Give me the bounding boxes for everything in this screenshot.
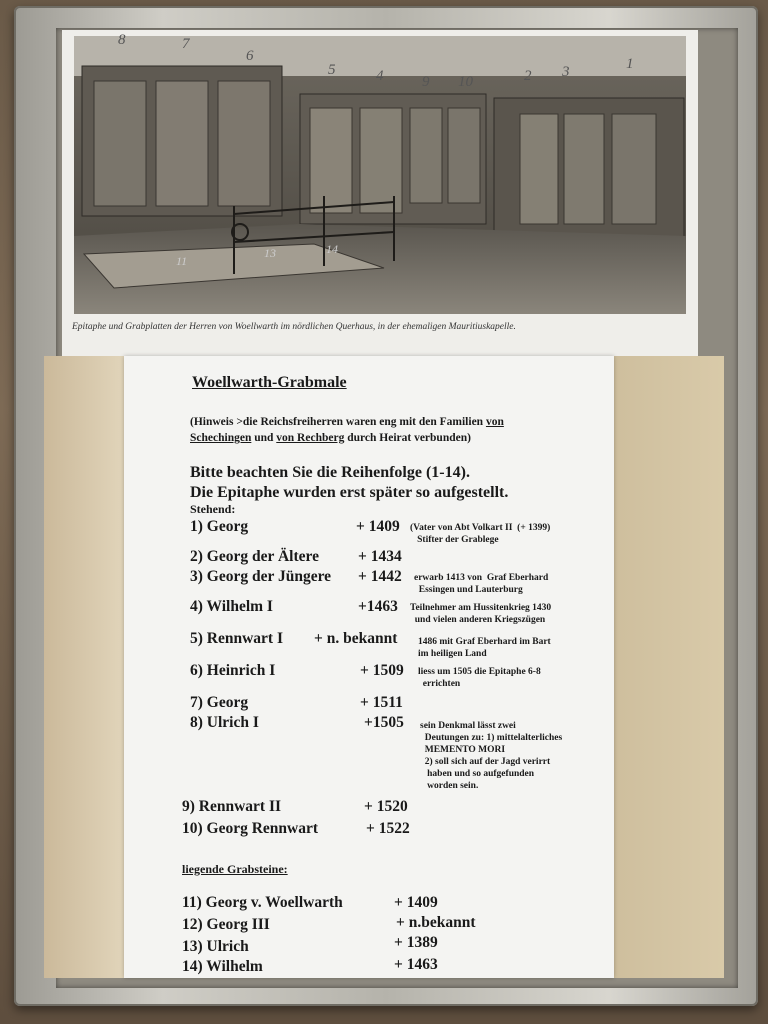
photo-number: 10 — [458, 74, 473, 90]
photo-number: 2 — [524, 68, 532, 84]
photo-number: 6 — [246, 48, 254, 64]
standing-name: 4) Wilhelm I — [190, 598, 273, 615]
standing-year: +1505 — [364, 714, 404, 731]
standing-name: 2) Georg der Ältere — [190, 548, 319, 565]
standing-name: 1) Georg — [190, 518, 249, 535]
photo-card — [62, 30, 698, 356]
photo-number: 11 — [176, 254, 188, 268]
standing-desc: erwarb 1413 von Graf Eberhard Essingen und Lauterburg — [414, 573, 549, 595]
lying-year: + 1389 — [394, 934, 438, 951]
order-line-2: Die Epitaphe wurden erst später so aufgestellt. — [190, 484, 509, 501]
lying-name: 14) Wilhelm — [182, 958, 263, 975]
photo-number: 3 — [562, 64, 570, 80]
standing-name: 3) Georg der Jüngere — [190, 568, 332, 585]
standing-name: 9) Rennwart II — [182, 798, 282, 815]
lying-label: liegende Grabsteine: — [182, 862, 288, 876]
standing-desc: Teilnehmer am Hussitenkrieg 1430 und vielen anderen Kriegszügen — [410, 603, 552, 625]
standing-year: +1463 — [358, 598, 398, 615]
info-sheet — [124, 356, 614, 978]
lying-year: + n.bekannt — [396, 914, 476, 931]
standing-label: Stehend: — [190, 502, 236, 516]
standing-name: 10) Georg Rennwart — [182, 820, 319, 837]
order-line-1: Bitte beachten Sie die Reihenfolge (1-14). — [190, 464, 470, 481]
standing-year: + 1442 — [358, 568, 402, 585]
photo-number: 8 — [118, 32, 126, 48]
photo-number: 4 — [376, 68, 384, 84]
photo-number: 14 — [326, 242, 338, 256]
standing-year: + 1409 — [356, 518, 400, 535]
standing-name: 7) Georg — [190, 694, 249, 711]
hint-line-2: Schechingen und von Rechberg durch Heirat verbunden) — [190, 432, 471, 444]
sheet-title: Woellwarth-Grabmale — [192, 374, 347, 391]
hint-line-1: (Hinweis >die Reichsfreiherren waren eng mit den Familien von — [190, 416, 504, 428]
standing-year: + 1522 — [366, 820, 410, 837]
standing-desc: (Vater von Abt Volkart II (+ 1399) Stifter der Grablege — [410, 523, 551, 545]
standing-year: + 1509 — [360, 662, 404, 679]
lying-name: 13) Ulrich — [182, 938, 249, 955]
standing-year: + 1511 — [360, 694, 403, 711]
standing-name: 8) Ulrich I — [190, 714, 259, 731]
standing-desc: 1486 mit Graf Eberhard im Bart im heiligen Land — [418, 637, 551, 659]
standing-name: 5) Rennwart I — [190, 630, 283, 647]
lying-name: 12) Georg III — [182, 916, 270, 933]
standing-desc: liess um 1505 die Epitaphe 6-8 errichten — [418, 667, 541, 689]
lying-year: + 1409 — [394, 894, 438, 911]
standing-year: + 1520 — [364, 798, 408, 815]
standing-year: + n. bekannt — [314, 630, 398, 647]
photo-number: 5 — [328, 62, 336, 78]
photo-number: 1 — [626, 56, 634, 72]
standing-year: + 1434 — [358, 548, 402, 565]
photo-number: 9 — [422, 74, 430, 90]
photo-number: 13 — [264, 246, 276, 260]
standing-desc: sein Denkmal lässt zwei Deutungen zu: 1) mittelalterliches MEMENTO MORI 2) soll sich auf der Jagd verirrt haben und so aufgefunden worden sein. — [420, 721, 563, 791]
standing-name: 6) Heinrich I — [190, 662, 276, 679]
photo-caption: Epitaphe und Grabplatten der Herren von Woellwarth im nördlichen Querhaus, in der ehemaligen Mauritiuskapelle. — [72, 322, 516, 332]
lying-year: + 1463 — [394, 956, 438, 973]
photo-number: 7 — [182, 36, 190, 52]
lying-name: 11) Georg v. Woellwarth — [182, 894, 343, 911]
